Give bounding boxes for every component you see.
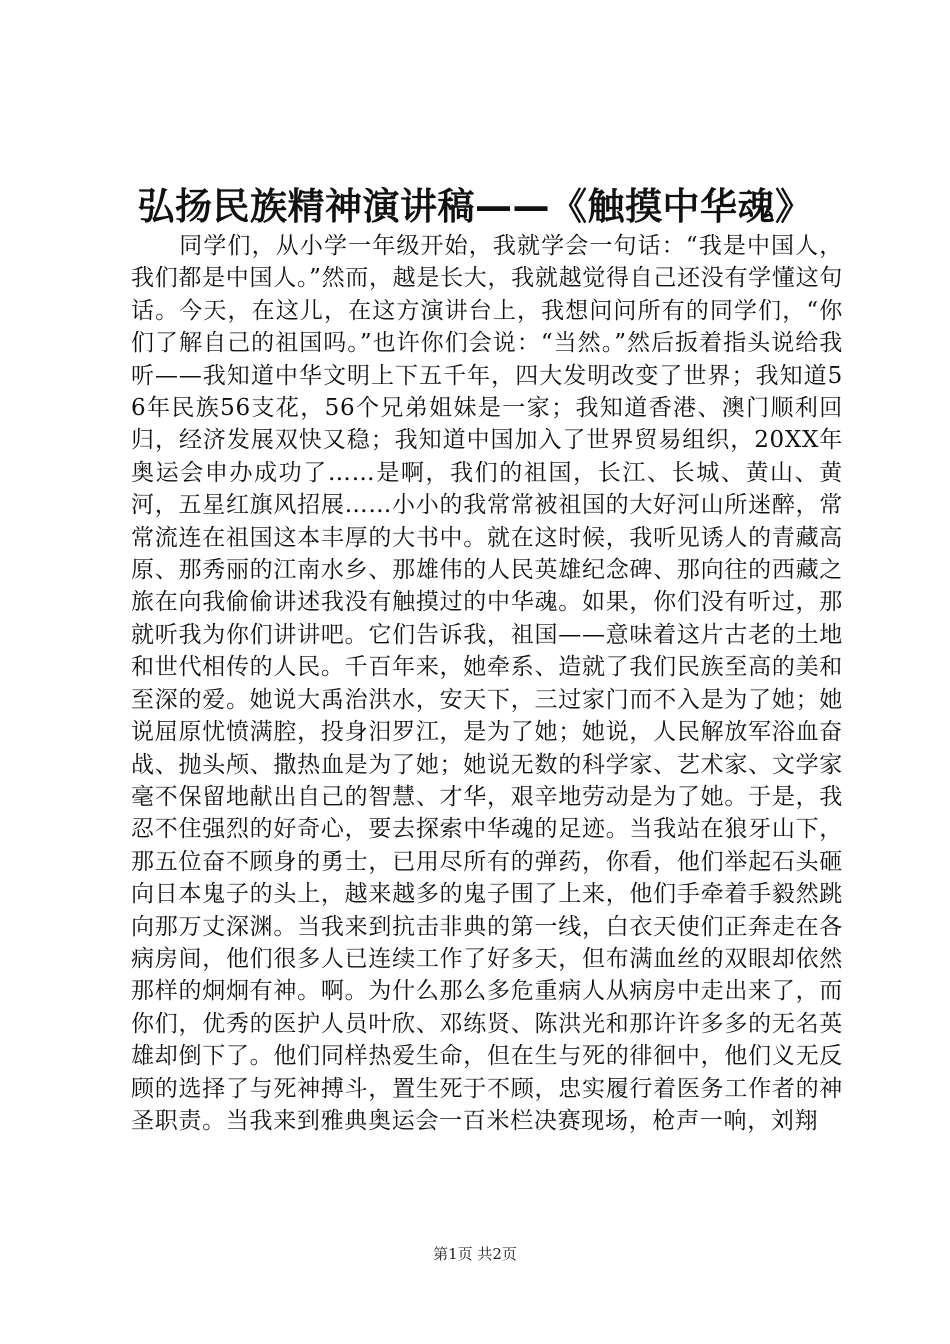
page-number-footer: 第1页 共2页 — [433, 1245, 517, 1263]
document-title: 弘扬民族精神演讲稿——《触摸中华魂》 — [137, 185, 813, 228]
speech-body-paragraph: 同学们，从小学一年级开始，我就学会一句话：“我是中国人，我们都是中国人。”然而，越是长大，我就越觉得自己还没有学懂这句话。今天，在这儿，在这方演讲台上，我想问问所有的同学们，“你们了解自己的祖国吗。”也许你们会说：“当然。”然后扳着指头说给我听——我知道中华文明上下五千年，四大发明改变了世界；我知道56年民族56支花，56个兄弟姐妹是一家；我知道香港、澳门顺利回归，经济发展双快又稳；我知道中国加入了世界贸易组织，20XX年奥运会申办成功了……是啊，我们的祖国，长江、长城、黄山、黄河，五星红旗风招展……小小的我常常被祖国的大好河山所迷醉，常常流连在祖国这本丰厚的大书中。就在这时候，我听见诱人的青藏高原、那秀丽的江南水乡、那雄伟的人民英雄纪念碑、那向往的西藏之旅在向我偷偷讲述我没有触摸过的中华魂。如果，你们没有听过，那就听我为你们讲讲吧。它们告诉我，祖国——意味着这片古老的土地和世代相传的人民。千百年来，她牵系、造就了我们民族至高的美和至深的爱。她说大禹治洪水，安天下，三过家门而不入是为了她；她说屈原忧愤满腔，投身汨罗江，是为了她；她说，人民解放军浴血奋战、抛头颅、撒热血是为了她；她说无数的科学家、艺术家、文学家毫不保留地献出自己的智慧、才华，艰辛地劳动是为了她。于是，我忍不住强烈的好奇心，要去探索中华魂的足迹。当我站在狼牙山下，那五位奋不顾身的勇士，已用尽所有的弹药，你看，他们举起石头砸向日本鬼子的头上，越来越多的鬼子围了上来，他们手牵着手毅然跳向那万丈深渊。当我来到抗击非典的第一线，白衣天使们正奔走在各病房间，他们很多人已连续工作了好多天，但布满血丝的双眼却依然那样的炯炯有神。啊。为什么那么多危重病人从病房中走出来了，而你们，优秀的医护人员叶欣、邓练贤、陈洪光和那许许多多的无名英雄却倒下了。他们同样热爱生命，但在生与死的徘徊中，他们义无反顾的选择了与死神搏斗，置生死于不顾，忠实履行着医务工作者的神圣职责。当我来到雅典奥运会一百米栏决赛现场，枪声一响，刘翔 — [131, 233, 843, 1134]
